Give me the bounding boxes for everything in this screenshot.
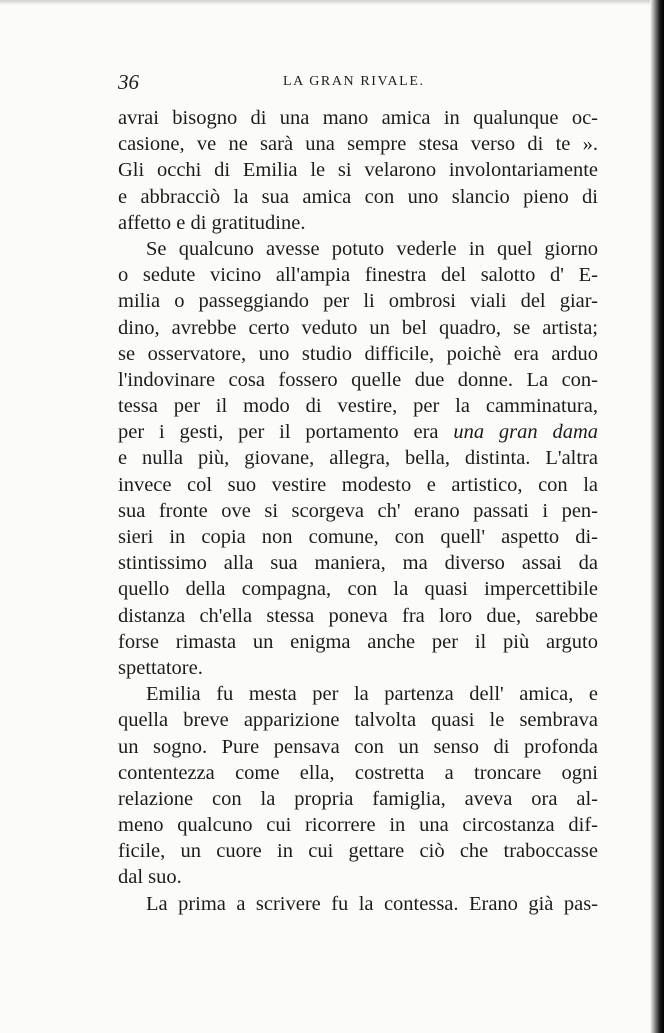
text-line: Se qualcuno avesse potuto vederle in quel giorno (146, 237, 598, 260)
text-line-mixed (118, 419, 598, 445)
text-line: milia o passeggiando per li ombrosi viali del giar- (118, 290, 598, 313)
scan-shadow-top (0, 0, 664, 5)
text-line: invece col suo vestire modesto e artistico, con la (118, 473, 598, 496)
text-line: affetto e di gratitudine. (118, 211, 306, 234)
text-line: sua fronte ove si scorgeva ch' erano passati i pen- (118, 499, 598, 522)
text-line: relazione con la propria famiglia, aveva ora al- (118, 787, 598, 810)
text-line: spettatore. (118, 656, 203, 679)
text-line: e abbracciò la sua amica con uno slancio pieno di (118, 185, 598, 208)
text-line: quella breve apparizione talvolta quasi le sembrava (118, 709, 598, 732)
text-line: tessa per il modo di vestire, per la camminatura, (118, 395, 598, 418)
body-text (118, 105, 598, 917)
running-head (118, 70, 598, 94)
text-line: dal suo. (118, 866, 182, 889)
running-title: LA GRAN RIVALE. (283, 74, 425, 89)
text-line: La prima a scrivere fu la contessa. Erano già pas- (146, 892, 598, 915)
text-line: ficile, un cuore in cui gettare ciò che traboccasse (118, 840, 598, 863)
text-line: avrai bisogno di una mano amica in qualunque oc- (118, 107, 598, 129)
text-line: forse rimasta un enigma anche per il più arguto (118, 630, 598, 653)
text-line: se osservatore, uno studio difficile, poichè era arduo (118, 342, 598, 365)
text-line: dino, avrebbe certo veduto un bel quadro, se artista; (118, 316, 598, 339)
text-line: distanza ch'ella stessa poneva fra loro due, sarebbe (118, 604, 598, 627)
text-line: o sedute vicino all'ampia finestra del salotto d' E- (118, 264, 598, 287)
text-line: l'indovinare cosa fossero quelle due donne. La con- (118, 368, 598, 391)
text-segment: per i gesti, per il portamento era (118, 421, 439, 444)
text-line: e nulla più, giovane, allegra, bella, distinta. L'altra (118, 447, 598, 470)
text-line: quello della compagna, con la quasi impercettibile (118, 578, 598, 601)
text-line: Gli occhi di Emilia le si velarono involontariamente (118, 159, 598, 182)
scan-shadow-right (650, 0, 664, 1033)
text-line: sieri in copia non comune, con quell' aspetto di- (118, 526, 598, 548)
page-number: 36 (118, 70, 139, 94)
italic-phrase: una gran dama (453, 421, 598, 444)
text-line: contentezza come ella, costretta a troncare ogni (118, 761, 598, 784)
text-line: un sogno. Pure pensava con un senso di profonda (118, 735, 598, 758)
text-line: stintissimo alla sua maniera, ma diverso assai da (118, 552, 598, 575)
text-line: meno qualcuno cui ricorrere in una circostanza dif- (118, 814, 598, 837)
text-line: casione, ve ne sarà una sempre stesa verso di te ». (118, 133, 598, 156)
text-line: Emilia fu mesta per la partenza dell' amica, e (146, 683, 598, 706)
